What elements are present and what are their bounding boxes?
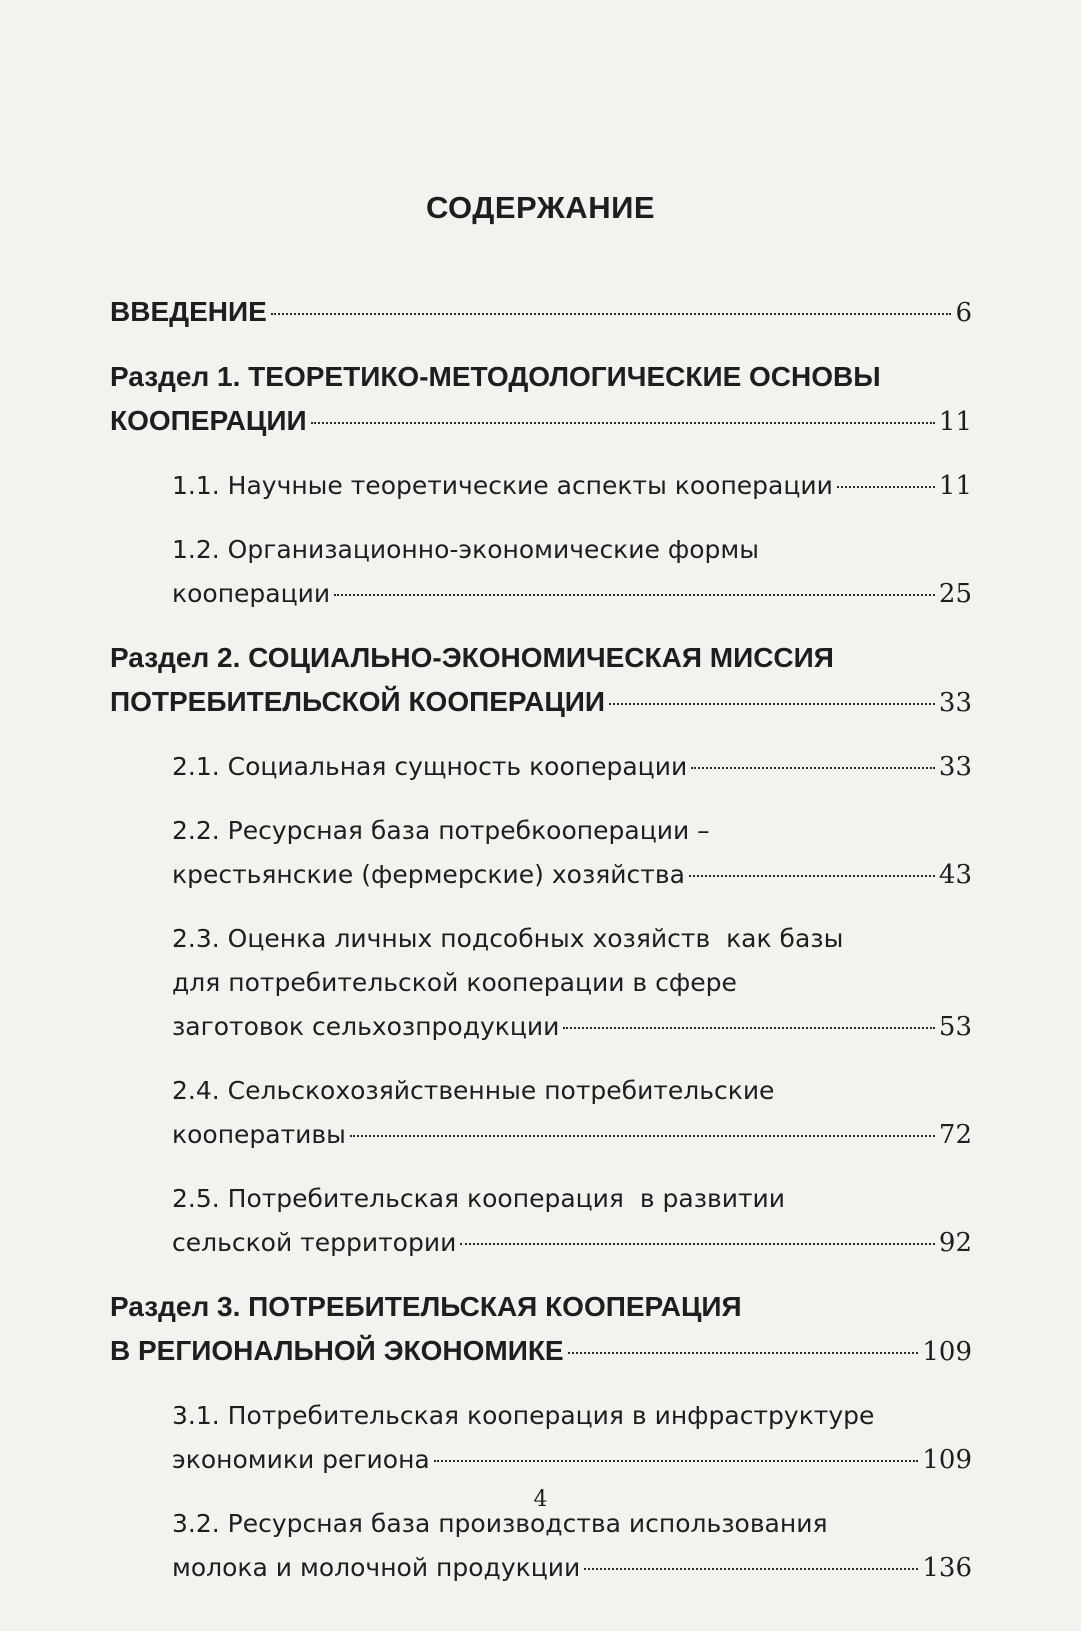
toc-page-number: 33: [938, 752, 972, 782]
dot-leader: [311, 422, 935, 424]
toc-entry-title-line: В РЕГИОНАЛЬНОЙ ЭКОНОМИКЕ: [110, 1335, 564, 1366]
toc-entry-title-line: Раздел 2. СОЦИАЛЬНО-ЭКОНОМИЧЕСКАЯ МИССИЯ: [110, 642, 834, 673]
table-of-contents: [110, 290, 972, 1610]
toc-entry-title-line: 2.2. Ресурсная база потребкооперации –: [172, 816, 710, 845]
toc-entry-leader-line: [110, 1329, 972, 1374]
toc-entry-title-line: кооперативы: [172, 1120, 346, 1149]
toc-entry-title-line: ВВЕДЕНИЕ: [110, 296, 267, 327]
toc-entry-title-line: Раздел 1. ТЕОРЕТИКО-МЕТОДОЛОГИЧЕСКИЕ ОСНОВЫ: [110, 361, 881, 392]
toc-entry-title-line: ПОТРЕБИТЕЛЬСКОЙ КООПЕРАЦИИ: [110, 686, 606, 717]
toc-entry-leader-line: [172, 745, 972, 789]
toc-subsection-entry: [172, 745, 972, 789]
dot-leader: [584, 1568, 918, 1570]
toc-entry-title-line: 3.2. Ресурсная база производства использования: [172, 1509, 828, 1538]
toc-section-entry: [110, 290, 972, 335]
toc-entry-leader-line: [172, 572, 972, 616]
toc-entry-title-line: Раздел 3. ПОТРЕБИТЕЛЬСКАЯ КООПЕРАЦИЯ: [110, 1291, 742, 1322]
toc-entry-leader-line: [172, 1005, 972, 1049]
toc-page-number: 53: [938, 1012, 972, 1042]
toc-subsection-entry: [172, 1177, 972, 1265]
dot-leader: [837, 486, 935, 488]
toc-page-number: 43: [938, 860, 972, 890]
toc-entry-title-line: КООПЕРАЦИИ: [110, 405, 307, 436]
toc-entry-title-line: заготовок сельхозпродукции: [172, 1012, 560, 1041]
toc-entry-title-line: 3.1. Потребительская кооперация в инфраструктуре: [172, 1401, 875, 1430]
toc-section-entry: [110, 1285, 972, 1374]
toc-page-number: 33: [938, 688, 972, 718]
page-title: СОДЕРЖАНИЕ: [425, 190, 656, 225]
toc-subsection-entry: [172, 464, 972, 508]
toc-entry-leader-line: [172, 1113, 972, 1157]
dot-leader: [334, 594, 935, 596]
toc-entry-leader-line: [172, 1546, 972, 1590]
toc-entry-leader-line: [172, 464, 972, 508]
toc-page-number: 136: [922, 1553, 972, 1583]
toc-subsection-entry: [172, 1502, 972, 1590]
toc-entry-leader-line: [172, 853, 972, 897]
toc-entry-title-line: 1.1. Научные теоретические аспекты кооперации: [172, 471, 833, 500]
toc-subsection-entry: [172, 1069, 972, 1157]
dot-leader: [691, 767, 935, 769]
dot-leader: [434, 1460, 919, 1462]
toc-entry-leader-line: [110, 399, 972, 444]
toc-entry-title-line: для потребительской кооперации в сфере: [172, 968, 737, 997]
toc-entry-title-line: 2.4. Сельскохозяйственные потребительские: [172, 1076, 775, 1105]
toc-page-number: 11: [938, 471, 972, 501]
toc-entry-leader-line: [110, 680, 972, 725]
dot-leader: [568, 1352, 919, 1354]
toc-subsection-entry: [172, 528, 972, 616]
toc-page-number: 6: [955, 298, 972, 328]
toc-section-entry: [110, 636, 972, 725]
toc-page-number: 109: [922, 1337, 972, 1367]
toc-entry-title-line: экономики региона: [172, 1445, 430, 1474]
dot-leader: [350, 1135, 935, 1137]
dot-leader: [460, 1243, 935, 1245]
dot-leader: [689, 875, 935, 877]
toc-page-number: 25: [938, 579, 972, 609]
toc-section-entry: [110, 355, 972, 444]
dot-leader: [609, 703, 935, 705]
toc-page-number: 92: [938, 1228, 972, 1258]
dot-leader: [271, 313, 952, 315]
toc-entry-title-line: 2.1. Социальная сущность кооперации: [172, 752, 688, 781]
page-number: 4: [533, 1487, 548, 1512]
toc-page-number: 72: [938, 1120, 972, 1150]
toc-subsection-entry: [172, 917, 972, 1049]
toc-entry-title-line: молока и молочной продукции: [172, 1553, 581, 1582]
toc-entry-leader-line: [172, 1221, 972, 1265]
toc-entry-leader-line: [110, 290, 972, 335]
toc-subsection-entry: [172, 809, 972, 897]
toc-entry-title-line: кооперации: [172, 579, 331, 608]
toc-entry-title-line: 1.2. Организационно-экономические формы: [172, 535, 759, 564]
toc-subsection-entry: [172, 1394, 972, 1482]
toc-entry-title-line: сельской территории: [172, 1228, 457, 1257]
toc-entry-title-line: крестьянские (фермерские) хозяйства: [172, 860, 685, 889]
dot-leader: [563, 1027, 935, 1029]
toc-entry-leader-line: [172, 1438, 972, 1482]
toc-page-number: 109: [922, 1445, 972, 1475]
toc-entry-title-line: 2.5. Потребительская кооперация в развитии: [172, 1184, 786, 1213]
toc-entry-title-line: 2.3. Оценка личных подсобных хозяйств как базы: [172, 924, 844, 953]
toc-page-number: 11: [938, 407, 972, 437]
